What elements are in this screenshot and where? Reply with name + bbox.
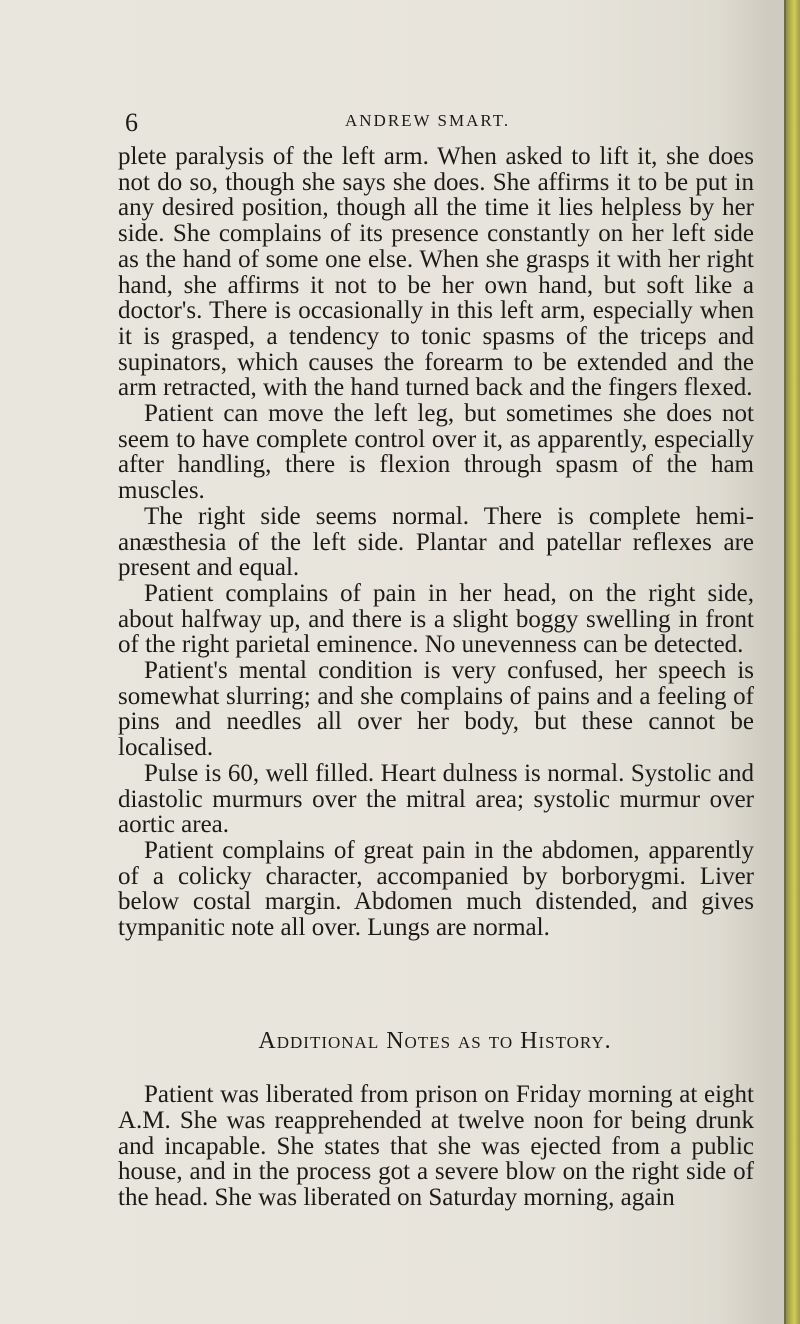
running-head: ANDREW SMART. bbox=[345, 111, 511, 130]
paragraph: The right side seems normal. There is complete hemi-anæsthesia of the left side. Plantar and patellar reflexes are present and equal. bbox=[118, 502, 754, 582]
paragraph: Patient can move the left leg, but sometimes she does not seem to have complete control over it, as apparently, especially after handling, there is flexion through spasm of the ham muscles. bbox=[118, 400, 754, 505]
paragraph: Patient was liberated from prison on Friday morning at eight A.M. She was reapprehended at twelve noon for being drunk and incapable. She states that she was ejected from a public house, and in the process got a severe blow on the right side of the head. She was liberated on Saturday morning, again bbox=[118, 1081, 754, 1212]
paragraph: Patient complains of pain in her head, on the right side, about halfway up, and there is a slight boggy swelling in front of the right parietal eminence. No unevenness can be detected. bbox=[118, 579, 754, 659]
paragraph: Pulse is 60, well filled. Heart dulness is normal. Systolic and diastolic murmurs over the mitral area; systolic murmur over aortic area. bbox=[118, 759, 754, 839]
paragraph: Patient's mental condition is very confused, her speech is somewhat slurring; and she complains of pains and a feeling of pins and needles all over her body, but these cannot be localised. bbox=[118, 657, 754, 762]
page-number: 6 bbox=[125, 108, 139, 137]
body-text bbox=[118, 144, 754, 941]
section-heading: Additional Notes as to History. bbox=[258, 1028, 612, 1054]
page-edge bbox=[784, 0, 800, 1324]
paragraph: plete paralysis of the left arm. When asked to lift it, she does not do so, though she says she does. She affirms it to be put in any desired position, though all the time it lies helpless by her side. She complains of its presence constantly on her left side as the hand of some one else. When she grasps it with her right hand, she affirms it not to be her own hand, but soft like a doctor's. There is occasionally in this left arm, especially when it is grasped, a tendency to tonic spasms of the triceps and supinators, which causes the forearm to be extended and the arm retracted, with the hand turned back and the fingers flexed. bbox=[118, 143, 754, 402]
page-header bbox=[0, 108, 800, 138]
paragraph: Patient complains of great pain in the abdomen, apparently of a colicky character, accompanied by borborygmi. Liver below costal margin. Abdomen much distended, and gives tympanitic note all over. Lungs are normal. bbox=[118, 836, 754, 942]
notes-text bbox=[118, 1082, 754, 1211]
